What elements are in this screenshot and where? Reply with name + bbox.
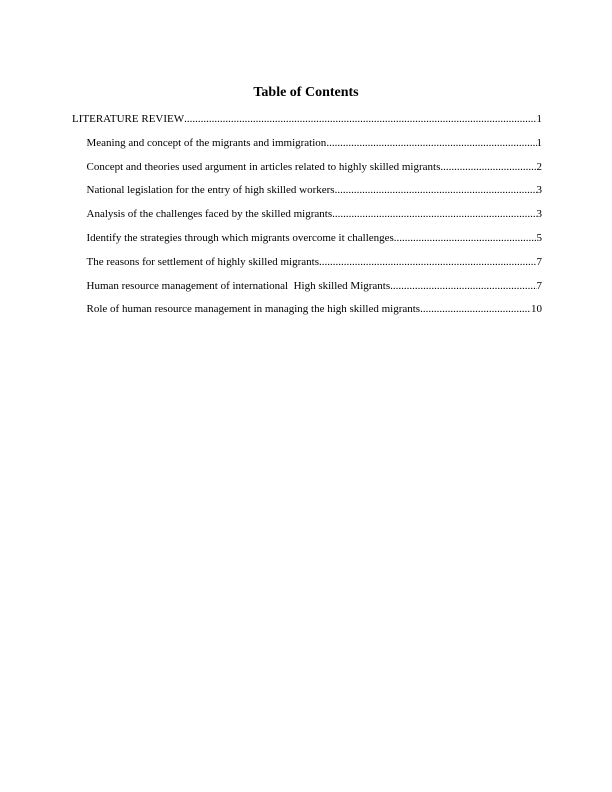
toc-page-number: 5 — [536, 231, 542, 244]
toc-item — [72, 112, 542, 126]
toc-dot-leader — [332, 207, 536, 221]
toc-item — [72, 183, 542, 197]
toc-page-number: 7 — [536, 255, 542, 268]
toc-entry-title: Identify the strategies through which migrants overcome it challenges — [86, 231, 394, 244]
toc-item — [72, 207, 542, 221]
toc-entry-identify-strategies[interactable] — [72, 231, 542, 245]
toc-entry-analysis-of-challenges[interactable] — [72, 207, 542, 221]
toc-item — [72, 136, 542, 150]
toc-entry-title: Concept and theories used argument in articles related to highly skilled migrants — [86, 160, 441, 173]
toc-list — [72, 112, 542, 326]
toc-item — [72, 231, 542, 245]
toc-dot-leader — [335, 183, 537, 197]
toc-entry-title: LITERATURE REVIEW — [72, 113, 185, 125]
toc-entry-title: The reasons for settlement of highly skilled migrants — [86, 255, 319, 268]
toc-entry-reasons-for-settlement[interactable] — [72, 255, 542, 269]
toc-entry-literature-review[interactable] — [72, 112, 542, 126]
toc-page-number: 10 — [531, 303, 542, 316]
toc-dot-leader — [420, 302, 531, 316]
toc-dot-leader — [394, 231, 537, 245]
toc-dot-leader — [326, 136, 536, 150]
toc-entry-national-legislation[interactable] — [72, 183, 542, 197]
toc-entry-title: National legislation for the entry of high skilled workers — [86, 184, 335, 197]
toc-item — [72, 160, 542, 174]
toc-page-number: 1 — [536, 136, 542, 149]
toc-entry-title: Analysis of the challenges faced by the skilled migrants — [86, 208, 333, 221]
toc-page-number: 3 — [536, 208, 542, 221]
toc-entry-meaning-and-concept[interactable] — [72, 136, 542, 150]
toc-entry-title: Role of human resource management in managing the high skilled migrants — [86, 303, 421, 316]
toc-title: Table of Contents — [253, 85, 359, 100]
toc-item — [72, 279, 542, 293]
toc-dot-leader — [390, 279, 536, 293]
toc-entry-role-of-hrm[interactable] — [72, 302, 542, 316]
toc-dot-leader — [319, 255, 537, 269]
toc-entry-title: Human resource management of international High skilled Migrants — [86, 279, 391, 292]
toc-page-number: 1 — [536, 113, 542, 125]
toc-item — [72, 302, 542, 316]
toc-entry-title: Meaning and concept of the migrants and immigration — [86, 136, 327, 149]
toc-dot-leader — [184, 112, 536, 126]
toc-page-number: 2 — [536, 160, 542, 173]
toc-page-number: 3 — [536, 184, 542, 197]
toc-entry-concept-and-theories[interactable] — [72, 160, 542, 174]
toc-dot-leader — [440, 160, 536, 174]
toc-item — [72, 255, 542, 269]
toc-page-number: 7 — [536, 279, 542, 292]
toc-entry-hrm-international-migrants[interactable] — [72, 279, 542, 293]
